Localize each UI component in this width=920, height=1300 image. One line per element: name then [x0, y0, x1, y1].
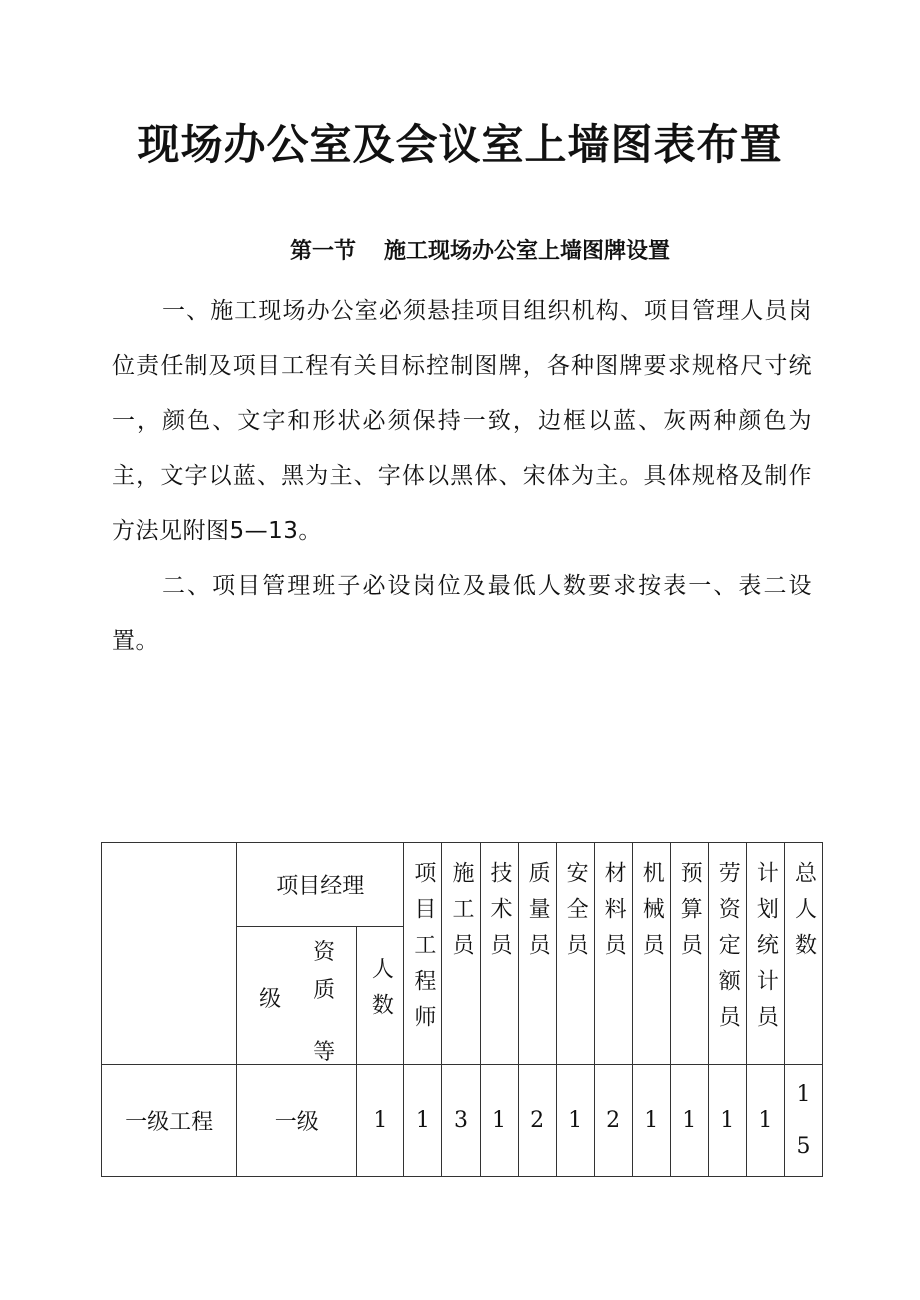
header-role-safety: 安全员 — [556, 843, 594, 1065]
header-total: 总人数 — [784, 843, 822, 1065]
header-qual-char-3: 等 — [313, 1040, 336, 1065]
row-total-top-digit: 1 — [796, 1081, 811, 1107]
row-pm-count: 1 — [357, 1065, 404, 1177]
section-number: 第一节 — [289, 239, 356, 264]
row-value-construction: 3 — [442, 1065, 480, 1177]
table-row — [102, 1065, 823, 1177]
row-value-machinery: 1 — [632, 1065, 670, 1177]
row-value-safety: 1 — [556, 1065, 594, 1177]
row-value-quality: 2 — [518, 1065, 556, 1177]
header-role-machinery: 机械员 — [632, 843, 670, 1065]
header-role-materials: 材料员 — [594, 843, 632, 1065]
row-value-planning: 1 — [746, 1065, 784, 1177]
header-count: 人数 — [357, 927, 404, 1065]
header-project-manager: 项目经理 — [237, 843, 404, 927]
header-role-construction: 施工员 — [442, 843, 480, 1065]
row-value-materials: 2 — [594, 1065, 632, 1177]
header-qual-char-2: 质 — [313, 978, 336, 1003]
row-category: 一级工程 — [102, 1065, 237, 1177]
row-value-technician: 1 — [480, 1065, 518, 1177]
row-value-labor-quota: 1 — [708, 1065, 746, 1177]
header-role-engineer: 项目工程师 — [404, 843, 442, 1065]
header-level-label: 级 — [259, 987, 282, 1012]
paragraph-1: 一、施工现场办公室必须悬挂项目组织机构、项目管理人员岗位责任制及项目工程有关目标控制图牌，各种图牌要求规格尺寸统一，颜色、文字和形状必须保持一致，边框以蓝、灰两种颜色为主，文字以蓝、黑为主、字体以黑体、宋体为主。具体规格及制作方法见附图5—13。 — [112, 298, 812, 544]
row-total-bottom-digit: 5 — [796, 1133, 811, 1159]
section-title: 施工现场办公室上墙图牌设置 — [384, 239, 671, 264]
header-role-quality: 质量员 — [518, 843, 556, 1065]
section-heading — [0, 234, 920, 265]
row-level: 一级 — [237, 1065, 357, 1177]
header-qualification-level — [237, 927, 357, 1065]
header-role-planning: 计划统计员 — [746, 843, 784, 1065]
header-role-technician: 技术员 — [480, 843, 518, 1065]
row-value-engineer: 1 — [404, 1065, 442, 1177]
header-role-budget: 预算员 — [670, 843, 708, 1065]
row-total — [784, 1065, 822, 1177]
header-qual-char-1: 资 — [313, 940, 336, 965]
header-empty-cell — [102, 843, 237, 1065]
staffing-table — [101, 842, 823, 1177]
header-role-labor-quota: 劳资定额员 — [708, 843, 746, 1065]
document-title: 现场办公室及会议室上墙图表布置 — [137, 120, 783, 169]
row-value-budget: 1 — [670, 1065, 708, 1177]
paragraph-2: 二、项目管理班子必设岗位及最低人数要求按表一、表二设置。 — [112, 573, 812, 654]
